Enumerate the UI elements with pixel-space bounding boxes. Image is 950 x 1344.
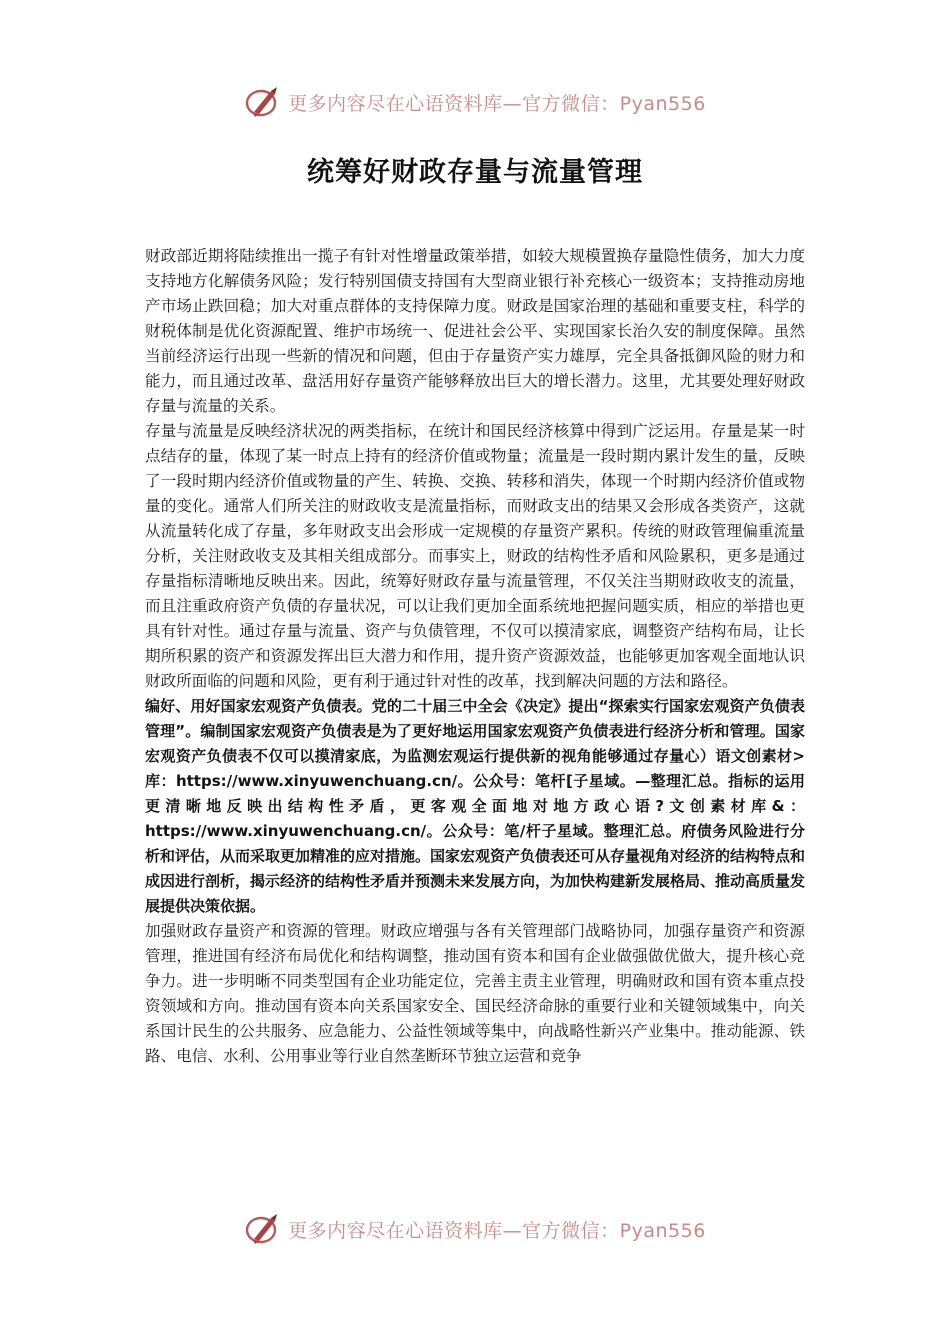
paragraph-stock-flow: 存量与流量是反映经济状况的两类指标，在统计和国民经济核算中得到广泛运用。存量是某一时点结存的量，体现了某一时点上持有的经济价值或物量；流量是一段时期内累计发生的量，反映了一段时期内经济价值或物量的产生、转换、交换、转移和消失，体现一个时期内经济价值或物量的变化。通常人们所关注的财政收支是流量指标，而财政支出的结果又会形成各类资产，这就从流量转化成了存量，多年财政支出会形成一定规模的存量资产累积。传统的财政管理偏重流量分析，关注财政收支及其相关组成部分。而事实上，财政的结构性矛盾和风险累积，更多是通过存量指标清晰地反映出来。因此，统筹好财政存量与流量管理，不仅关注当期财政收支的流量，而且注重政府资产负债的存量状况，可以让我们更加全面系统地把握问题实质，相应的举措也更具有针对性。通过存量与流量、资产与负债管理，不仅可以摸清家底，调整资产结构布局，让长期所积累的资产和资源发挥出巨大潜力和作用，提升资产资源效益，也能够更加客观全面地认识财政所面临的问题和风险，更有利于通过针对性的改革，找到解决问题的方法和路径。	[145, 422, 805, 690]
watermark-group	[244, 1212, 706, 1246]
document-title: 统筹好财政存量与流量管理	[307, 157, 643, 188]
watermark-text: 更多内容尽在心语资料库—官方微信：Pyan556	[288, 1219, 706, 1242]
watermark-group	[244, 85, 706, 119]
paragraph-asset-management: 加强财政存量资产和资源的管理。财政应增强与各有关管理部门战略协同，加强存量资产和资源管理，推进国有经济布局优化和结构调整，推动国有资本和国有企业做强做优做大，提升核心竞争力。进一步明晰不同类型国有企业功能定位，完善主责主业管理，明确财政和国有资本重点投资领域和方向。推动国有资本向关系国家安全、国民经济命脉的重要行业和关键领域集中，向关系国计民生的公共服务、应急能力、公益性领域等集中，向战略性新兴产业集中。推动能源、铁路、电信、水利、公用事业等行业自然垄断环节独立运营和竞争	[145, 922, 805, 1065]
paragraph-balance-sheet: 编好、用好国家宏观资产负债表。党的二十届三中全会《决定》提出“探索实行国家宏观资产负债表管理”。编制国家宏观资产负债表是为了更好地运用国家宏观资产负债表进行经济分析和管理。国家宏观资产负债表不仅可以摸清家底，为监测宏观运行提供新的视角能够通过存量心）语文创素材>库：https://www.xinyuwenchuang.cn/。公众号：笔杆[子星域。—整理汇总。指标的运用更清晰地反映出结构性矛盾，更客观全面地对地方政心语?文创素材库&：https://www.xinyuwenchuang.cn/。公众号：笔/杆子星域。整理汇总。府债务风险进行分析和评估，从而采取更加精准的应对措施。国家宏观资产负债表还可从存量视角对经济的结构特点和成因进行剖析，揭示经济的结构性矛盾并预测未来发展方向，为加快构建新发展格局、推动高质量发展提供决策依据。	[145, 697, 806, 915]
watermark-text: 更多内容尽在心语资料库—官方微信：Pyan556	[288, 92, 706, 115]
document-body	[145, 244, 805, 1069]
pen-logo-icon	[244, 85, 282, 119]
pen-logo-icon	[244, 1212, 282, 1246]
header-watermark-banner	[0, 80, 950, 124]
paragraph-intro: 财政部近期将陆续推出一揽子有针对性增量政策举措，如较大规模置换存量隐性债务，加大力度支持地方化解债务风险；发行特别国债支持国有大型商业银行补充核心一级资本；支持推动房地产市场止跌回稳；加大对重点群体的支持保障力度。财政是国家治理的基础和重要支柱，科学的财税体制是优化资源配置、维护市场统一、促进社会公平、实现国家长治久安的制度保障。虽然当前经济运行出现一些新的情况和问题，但由于存量资产实力雄厚，完全具备抵御风险的财力和能力，而且通过改革、盘活用好存量资产能够释放出巨大的增长潜力。这里，尤其要处理好财政存量与流量的关系。	[145, 247, 805, 415]
footer-watermark-banner	[0, 1207, 950, 1251]
